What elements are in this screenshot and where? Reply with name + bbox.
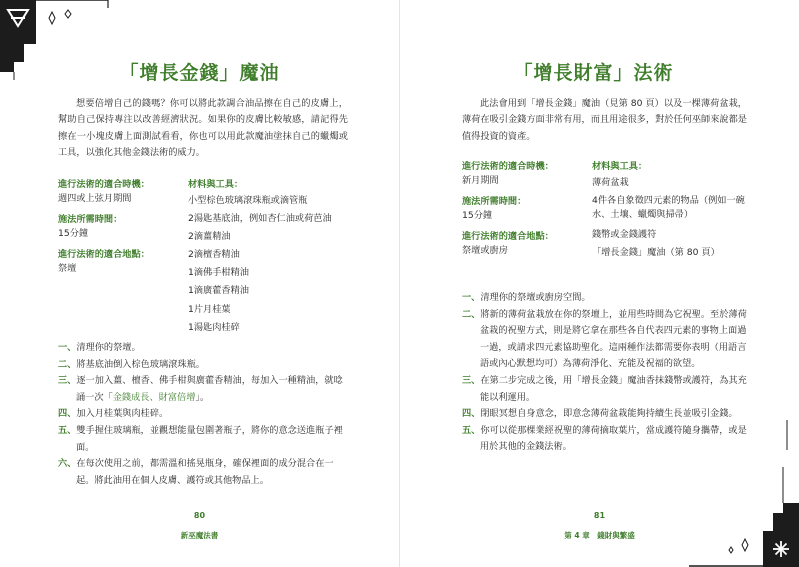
timing-heading: 進行法術的適合時機： — [462, 161, 554, 172]
list-item: 2湯匙基底油，例如杏仁油或荷芭油 — [188, 213, 332, 225]
list-item: 六、在每次使用之前，都需溫和搖晃瓶身，確保裡面的成分混合在一起。將此油用在個人皮膚、護符或其他物品上。 — [58, 458, 334, 486]
list-item: 四、閉眼冥想自身意念，即意念薄荷盆栽能夠持續生長並吸引金錢。 — [462, 408, 738, 420]
list-item: 1片月桂葉 — [188, 303, 231, 315]
left-page — [0, 0, 399, 567]
list-item: 4件各自象徵四元素的物品（例如一碗水、土壤、蠟燭與掃帚） — [592, 195, 745, 221]
list-item: 2滴薑精油 — [188, 231, 231, 243]
spell-info-column — [462, 160, 582, 265]
list-item: 三、逐一加入薑、檀香、佛手柑與廣藿香精油，每加入一種精油，就唸誦一次「金錢成長、財富倍增」。 — [58, 375, 343, 403]
page-number: 80 — [193, 511, 206, 520]
star-icon — [679, 467, 799, 567]
list-item: 一、清理你的祭壇。 — [58, 342, 141, 353]
duration-heading: 施法所需時間： — [58, 214, 123, 225]
intro-paragraph: 此法會用到「增長金錢」魔油（見第 80 頁）以及一棵薄荷盆栽，薄荷在吸引金錢方面非常有用，而且用途很多，對於任何巫師來說都是值得投資的資產。 — [462, 98, 747, 142]
duration-heading: 施法所需時間： — [462, 196, 527, 207]
page-title: 「增長財富」法術 — [513, 62, 674, 84]
place-value: 祭壇或廚房 — [462, 245, 508, 256]
right-page — [400, 0, 799, 567]
chant-text: 金錢成長、財富倍增 — [112, 391, 196, 403]
timing-value: 週四或上弦月期間 — [58, 193, 132, 204]
spell-info-column — [58, 178, 178, 283]
materials-column — [188, 178, 368, 337]
materials-heading: 材料與工具： — [188, 179, 244, 190]
timing-heading: 進行法術的適合時機： — [58, 179, 150, 190]
place-heading: 進行法術的適合地點： — [462, 231, 554, 242]
list-item: 「增長金錢」魔油（第 80 頁） — [592, 247, 720, 259]
list-item: 三、在第二步完成之後，用「增長金錢」魔油香抹錢幣或護符，為其充能以利運用。 — [462, 374, 747, 403]
steps-list — [462, 290, 750, 456]
place-heading: 進行法術的適合地點： — [58, 249, 150, 260]
list-item: 1湯匙肉桂碎 — [188, 321, 240, 333]
materials-list — [188, 192, 368, 337]
list-item: 薄荷盆栽 — [592, 177, 629, 188]
sparkle-icon — [781, 420, 793, 450]
list-item: 二、將新的薄荷盆栽放在你的祭壇上，並用些時間為它祝聖。至於薄荷盆栽的祝聖方式，則是將它拿在那些各自代表四元素的事物上面過一過，或請求四元素協助聖化。這兩種作法都需要你表明（用語言語或內心默想均可）為薄荷淨化、充能及祝福的欲望。 — [462, 308, 747, 370]
list-item: 2滴檀香精油 — [188, 249, 240, 261]
list-item: 四、加入月桂葉與肉桂碎。 — [58, 408, 169, 420]
list-item: 五、雙手握住玻璃瓶，並觀想能量包圍著瓶子，將你的意念送進瓶子裡面。 — [58, 424, 343, 453]
list-item: 錢幣或金錢護符 — [592, 229, 657, 241]
list-item: 二、將基底油倒入棕色玻璃滾珠瓶。 — [58, 358, 205, 370]
page-title: 「增長金錢」魔油 — [119, 62, 280, 84]
duration-value: 15分鐘 — [58, 228, 89, 239]
materials-heading: 材料與工具： — [592, 161, 648, 172]
running-footer: 新巫魔法書 — [180, 531, 219, 540]
intro-paragraph: 想要倍增自己的錢嗎？你可以將此款調合油品擦在自己的皮膚上，幫助自己保持專注以改善經濟狀況。如果你的皮膚比較敏感，請記得先擦在一小塊皮膚上面測試看看，你也可以用此款魔油塗抹自己的蠟燭或工具，以強化其他金錢法術的威力。 — [58, 98, 348, 158]
running-footer: 第 4 章 錢財與繁盛 — [564, 531, 635, 540]
materials-column — [592, 160, 752, 262]
list-item: 1滴佛手柑精油 — [188, 267, 249, 279]
place-value: 祭壇 — [58, 263, 77, 274]
timing-value: 新月期間 — [462, 175, 499, 186]
duration-value: 15分鐘 — [462, 210, 493, 221]
page-number: 81 — [593, 511, 606, 520]
materials-list — [592, 174, 752, 262]
list-item: 1滴廣藿香精油 — [188, 285, 249, 297]
list-item: 小型棕色玻璃滾珠瓶或滴管瓶 — [188, 195, 308, 206]
steps-list — [58, 340, 350, 489]
list-item: 一、清理你的祭壇或廚房空間。 — [462, 292, 591, 303]
list-item: 五、你可以從那棵業經祝聖的薄荷摘取葉片，當成護符隨身攜帶，或是用於其他的金錢法術。 — [462, 424, 747, 453]
